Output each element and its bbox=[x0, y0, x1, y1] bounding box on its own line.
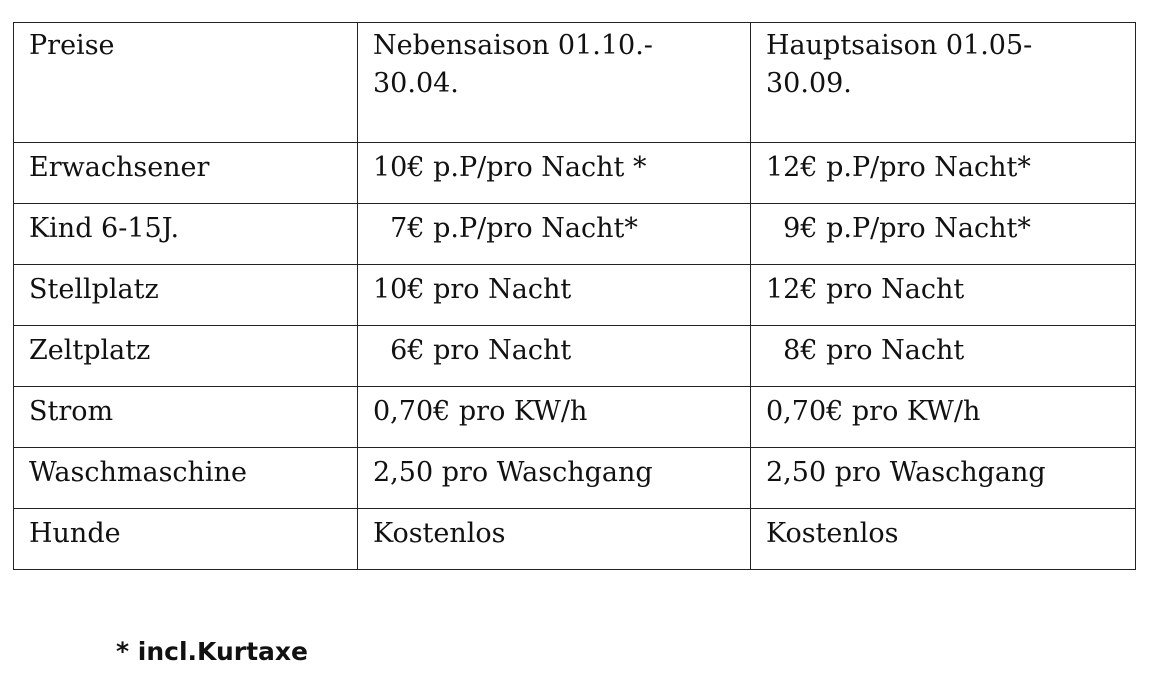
table-row bbox=[14, 326, 1136, 387]
price-hauptsaison: 12€ p.P/pro Nacht* bbox=[751, 143, 1136, 204]
price-hauptsaison: 9€ p.P/pro Nacht* bbox=[751, 204, 1136, 265]
row-label: Hunde bbox=[14, 509, 358, 570]
price-hauptsaison: 0,70€ pro KW/h bbox=[751, 387, 1136, 448]
row-label: Stellplatz bbox=[14, 265, 358, 326]
header-nebensaison bbox=[358, 23, 751, 143]
table-row bbox=[14, 448, 1136, 509]
row-label: Kind 6-15J. bbox=[14, 204, 358, 265]
header-hauptsaison-text: Hauptsaison 01.05- 30.09. bbox=[766, 30, 1033, 99]
row-label: Erwachsener bbox=[14, 143, 358, 204]
price-table bbox=[13, 22, 1136, 570]
table-row bbox=[14, 143, 1136, 204]
header-preise-text: Preise bbox=[29, 30, 115, 61]
table-row bbox=[14, 509, 1136, 570]
header-hauptsaison bbox=[751, 23, 1136, 143]
price-nebensaison: 6€ pro Nacht bbox=[358, 326, 751, 387]
row-label: Strom bbox=[14, 387, 358, 448]
price-nebensaison: Kostenlos bbox=[358, 509, 751, 570]
price-hauptsaison: Kostenlos bbox=[751, 509, 1136, 570]
table-row bbox=[14, 204, 1136, 265]
price-nebensaison: 2,50 pro Waschgang bbox=[358, 448, 751, 509]
table-row bbox=[14, 265, 1136, 326]
row-label: Zeltplatz bbox=[14, 326, 358, 387]
price-nebensaison: 10€ pro Nacht bbox=[358, 265, 751, 326]
price-hauptsaison: 2,50 pro Waschgang bbox=[751, 448, 1136, 509]
header-preise bbox=[14, 23, 358, 143]
price-nebensaison: 0,70€ pro KW/h bbox=[358, 387, 751, 448]
price-hauptsaison: 8€ pro Nacht bbox=[751, 326, 1136, 387]
price-nebensaison: 10€ p.P/pro Nacht * bbox=[358, 143, 751, 204]
table-row bbox=[14, 387, 1136, 448]
price-hauptsaison: 12€ pro Nacht bbox=[751, 265, 1136, 326]
table-header-row bbox=[14, 23, 1136, 143]
price-nebensaison: 7€ p.P/pro Nacht* bbox=[358, 204, 751, 265]
row-label: Waschmaschine bbox=[14, 448, 358, 509]
header-nebensaison-text: Nebensaison 01.10.- 30.04. bbox=[373, 30, 653, 99]
footnote-kurtaxe: * incl.Kurtaxe bbox=[116, 637, 308, 666]
